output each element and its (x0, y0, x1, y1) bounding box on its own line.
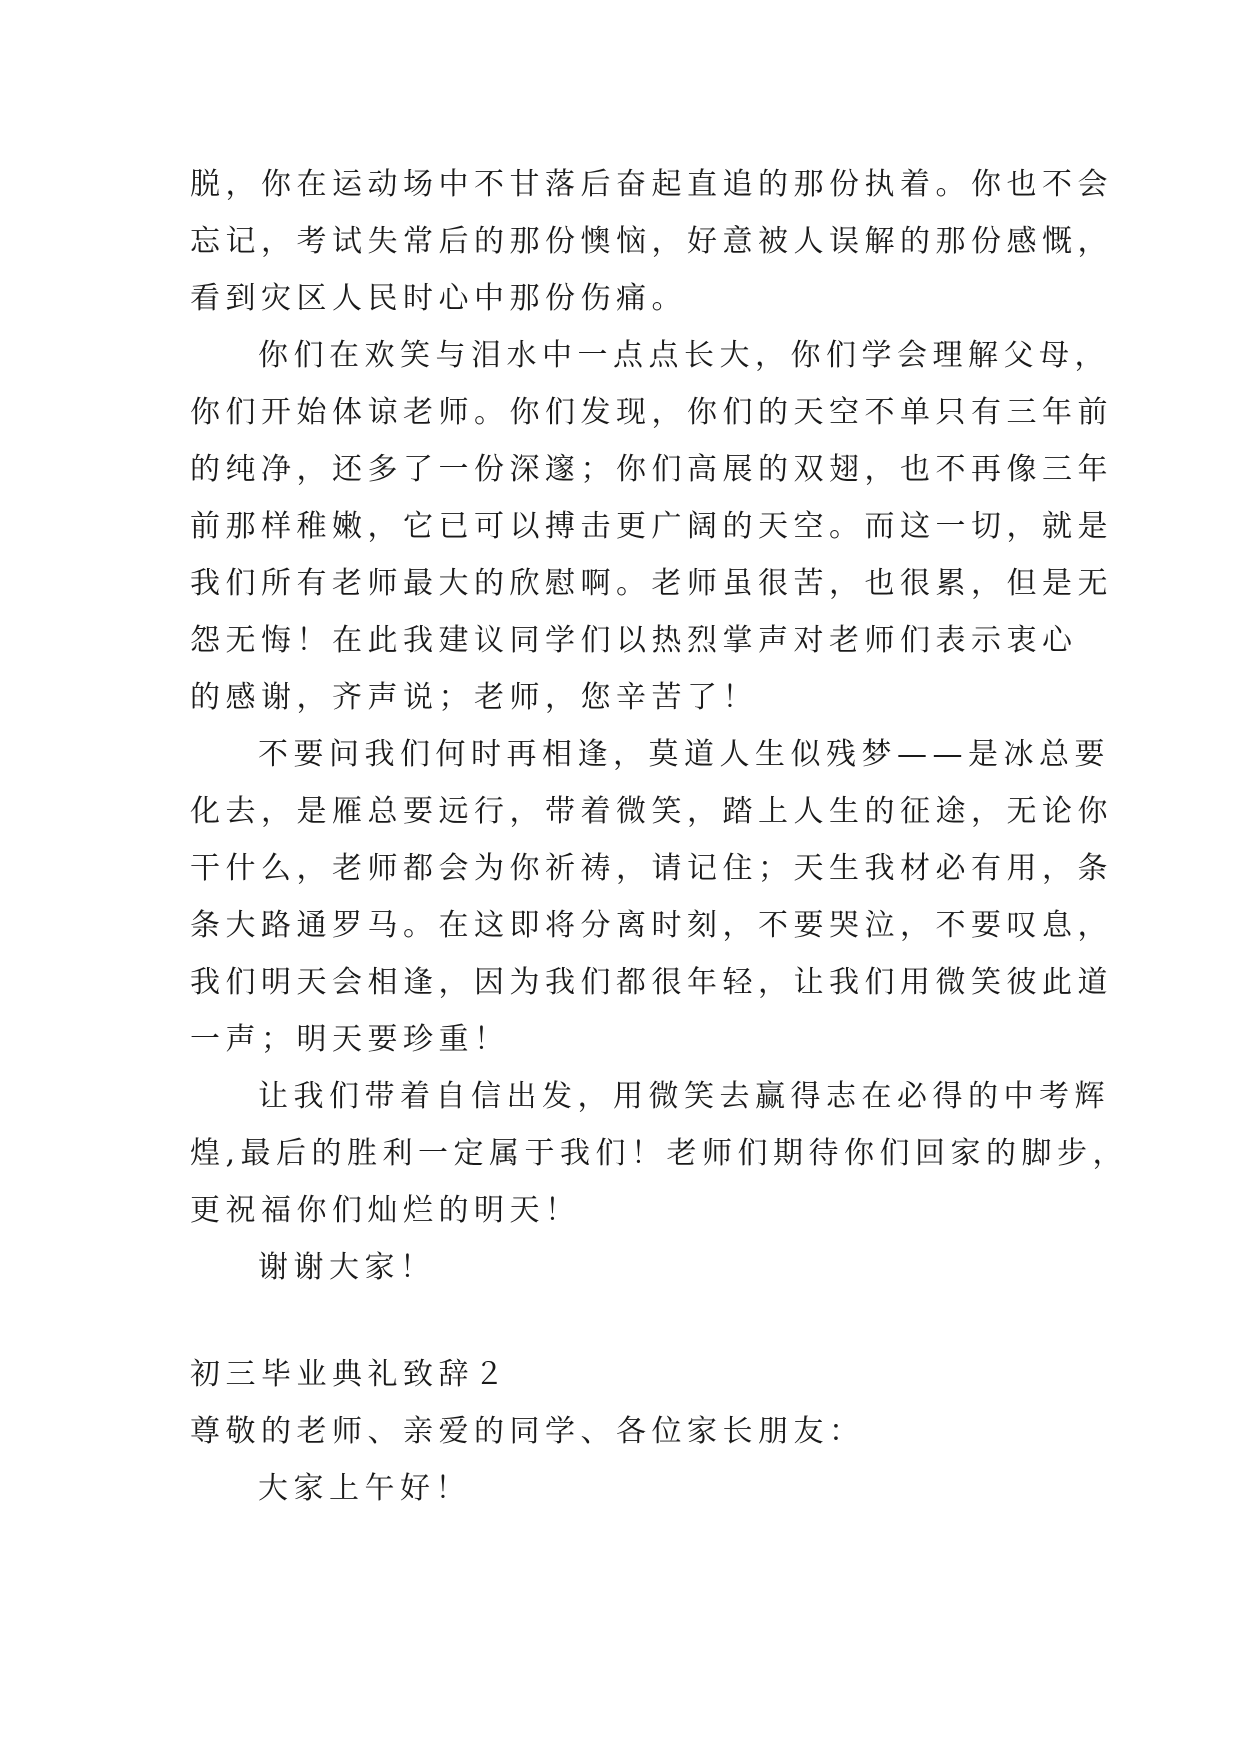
closing-line: 谢谢大家！ (258, 1250, 436, 1285)
greeting-line: 大家上午好！ (258, 1471, 471, 1506)
salutation-line: 尊敬的老师、亲爱的同学、各位家长朋友： (190, 1414, 865, 1449)
text-line: 我们所有老师最大的欣慰啊。老师虽很苦，也很累，但是无 (190, 566, 1113, 601)
text-line: 干什么，老师都会为你祈祷，请记住；天生我材必有用，条 (190, 851, 1113, 886)
text-line: 让我们带着自信出发，用微笑去赢得志在必得的中考辉 (258, 1079, 1110, 1114)
text-line: 你们在欢笑与泪水中一点点长大，你们学会理解父母， (258, 338, 1110, 373)
text-line: 看到灾区人民时心中那份伤痛。 (190, 281, 687, 316)
text-line: 一声；明天要珍重！ (190, 1022, 510, 1057)
text-line: 条大路通罗马。在这即将分离时刻，不要哭泣，不要叹息， (190, 908, 1113, 943)
text-line: 忘记，考试失常后的那份懊恼，好意被人误解的那份感慨， (190, 224, 1113, 259)
text-line: 前那样稚嫩，它已可以搏击更广阔的天空。而这一切，就是 (190, 509, 1113, 544)
text-line: 不要问我们何时再相逢，莫道人生似残梦——是冰总要 (258, 737, 1110, 772)
text-line: 你们开始体谅老师。你们发现，你们的天空不单只有三年前 (190, 395, 1113, 430)
section-heading: 初三毕业典礼致辞２ (190, 1357, 510, 1392)
text-line: 化去，是雁总要远行，带着微笑，踏上人生的征途，无论你 (190, 794, 1113, 829)
text-line: 我们明天会相逢，因为我们都很年轻，让我们用微笑彼此道 (190, 965, 1113, 1000)
text-line: 的纯净，还多了一份深邃；你们高展的双翅，也不再像三年 (190, 452, 1113, 487)
text-line: 的感谢，齐声说；老师，您辛苦了！ (190, 680, 758, 715)
text-line: 煌,最后的胜利一定属于我们！老师们期待你们回家的脚步， (190, 1136, 1129, 1171)
text-line: 怨无悔！在此我建议同学们以热烈掌声对老师们表示衷心 (190, 623, 1078, 658)
text-line: 脱，你在运动场中不甘落后奋起直追的那份执着。你也不会 (190, 167, 1113, 202)
text-line: 更祝福你们灿烂的明天！ (190, 1193, 581, 1228)
